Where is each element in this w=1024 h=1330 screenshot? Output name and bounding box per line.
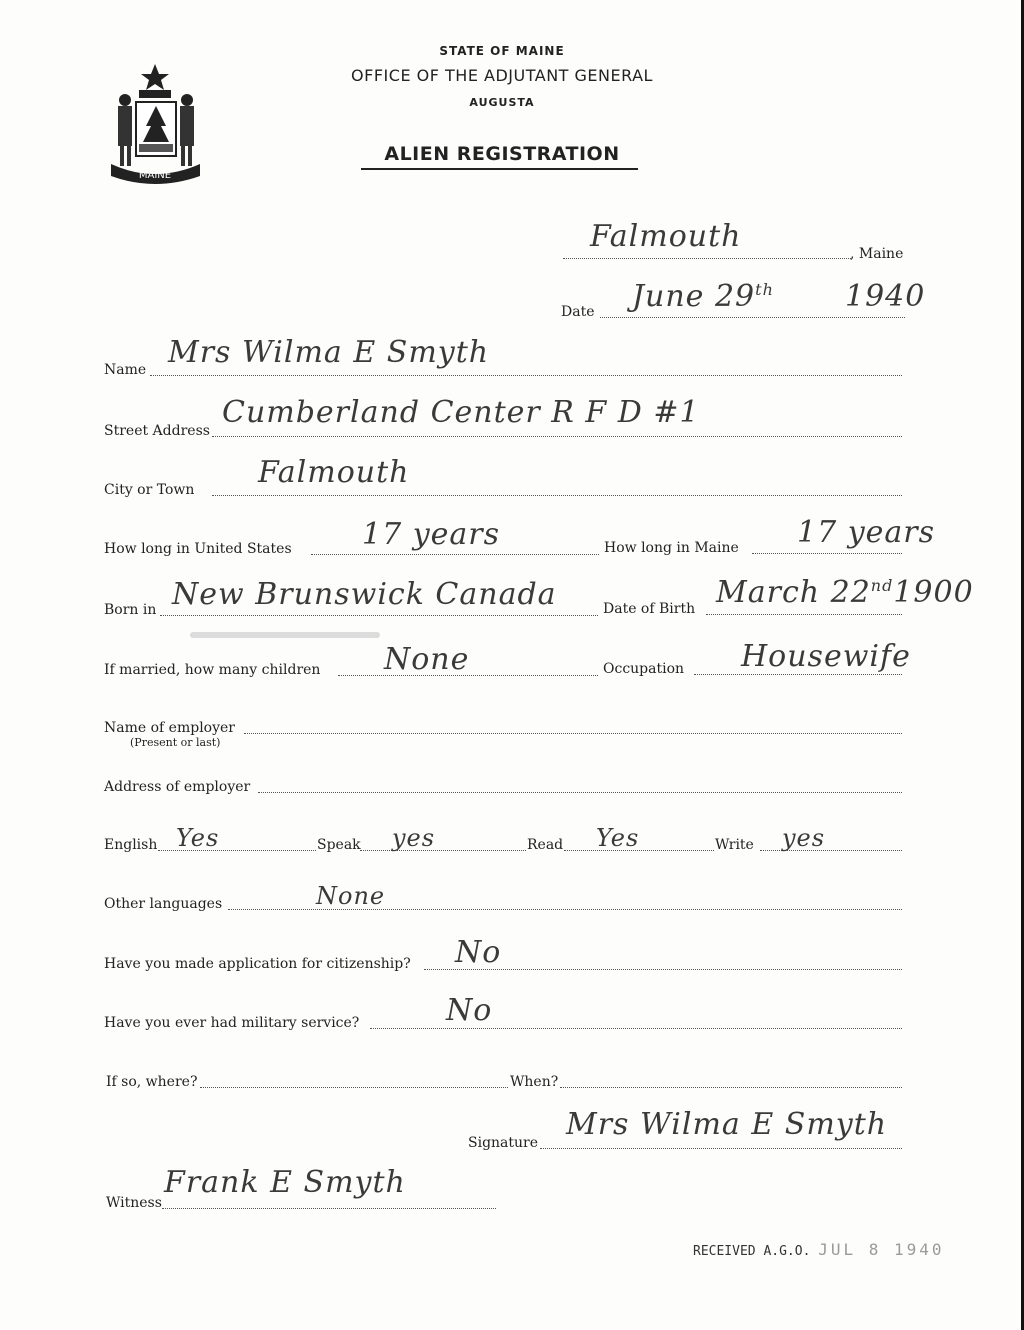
dob-label: Date of Birth [603, 601, 696, 617]
date-year[interactable]: 1940 [845, 279, 926, 314]
town-suffix: , Maine [850, 246, 904, 262]
read-value[interactable]: Yes [596, 824, 640, 852]
occupation-label: Occupation [603, 661, 685, 677]
how-long-maine-line [752, 553, 902, 554]
when-line[interactable] [560, 1087, 902, 1088]
how-long-us-label: How long in United States [104, 541, 292, 557]
speak-line [360, 850, 526, 851]
other-languages-value[interactable]: None [316, 882, 386, 910]
military-line [370, 1028, 902, 1029]
where-label: If so, where? [106, 1074, 198, 1090]
where-line[interactable] [200, 1087, 508, 1088]
witness-label: Witness [106, 1195, 162, 1211]
read-line [564, 850, 714, 851]
english-value[interactable]: Yes [176, 824, 220, 852]
speak-label: Speak [317, 837, 361, 853]
name-line [150, 375, 902, 376]
form-title: ALIEN REGISTRATION [384, 143, 620, 165]
street-label: Street Address [104, 423, 210, 439]
citizenship-value[interactable]: No [455, 935, 502, 970]
town-value[interactable]: Falmouth [590, 219, 742, 254]
other-languages-label: Other languages [104, 896, 223, 912]
witness-value[interactable]: Frank E Smyth [164, 1165, 406, 1200]
born-in-line [160, 615, 598, 616]
received-stamp: RECEIVED A.G.O. JUL 8 1940 [693, 1240, 945, 1259]
occupation-line [694, 674, 902, 675]
town-line [563, 258, 851, 259]
children-label: If married, how many children [104, 662, 321, 678]
street-value[interactable]: Cumberland Center R F D #1 [222, 395, 700, 430]
military-value[interactable]: No [446, 993, 493, 1028]
city-line [212, 495, 902, 496]
employer-label: Name of employer [104, 720, 235, 736]
title-underline [361, 168, 638, 170]
citizenship-label: Have you made application for citizenship? [104, 956, 411, 972]
how-long-us-value[interactable]: 17 years [362, 517, 501, 552]
signature-line [540, 1148, 902, 1149]
street-line [212, 436, 902, 437]
dob-value[interactable]: March 22nd1900 [716, 575, 974, 610]
write-value[interactable]: yes [782, 824, 826, 852]
dob-line [706, 614, 902, 615]
children-value[interactable]: None [384, 642, 470, 677]
employer-address-line[interactable] [258, 792, 902, 793]
when-label: When? [510, 1074, 559, 1090]
born-in-label: Born in [104, 602, 157, 618]
city-heading: AUGUSTA [469, 96, 535, 109]
signature-value[interactable]: Mrs Wilma E Smyth [566, 1107, 888, 1142]
signature-label: Signature [468, 1135, 539, 1151]
employer-sub-label: (Present or last) [130, 736, 221, 749]
english-label: English [104, 837, 158, 853]
name-label: Name [104, 362, 147, 378]
name-value[interactable]: Mrs Wilma E Smyth [168, 335, 490, 370]
witness-line [162, 1208, 496, 1209]
date-label: Date [561, 304, 595, 320]
speak-value[interactable]: yes [392, 824, 436, 852]
state-heading: STATE OF MAINE [439, 44, 565, 58]
how-long-maine-value[interactable]: 17 years [797, 515, 936, 550]
date-value[interactable]: June 29th [632, 279, 774, 314]
city-label: City or Town [104, 482, 195, 498]
date-line [600, 317, 905, 318]
city-value[interactable]: Falmouth [258, 455, 410, 490]
military-label: Have you ever had military service? [104, 1015, 360, 1031]
employer-address-label: Address of employer [104, 779, 251, 795]
ink-smudge [190, 632, 380, 638]
occupation-value[interactable]: Housewife [741, 639, 911, 674]
born-in-value[interactable]: New Brunswick Canada [172, 577, 557, 612]
office-heading: OFFICE OF THE ADJUTANT GENERAL [351, 66, 653, 85]
employer-line[interactable] [244, 733, 902, 734]
how-long-us-line [311, 554, 599, 555]
how-long-maine-label: How long in Maine [604, 540, 739, 556]
write-label: Write [715, 837, 754, 853]
seal-text: MAINE [138, 170, 172, 181]
read-label: Read [527, 837, 564, 853]
